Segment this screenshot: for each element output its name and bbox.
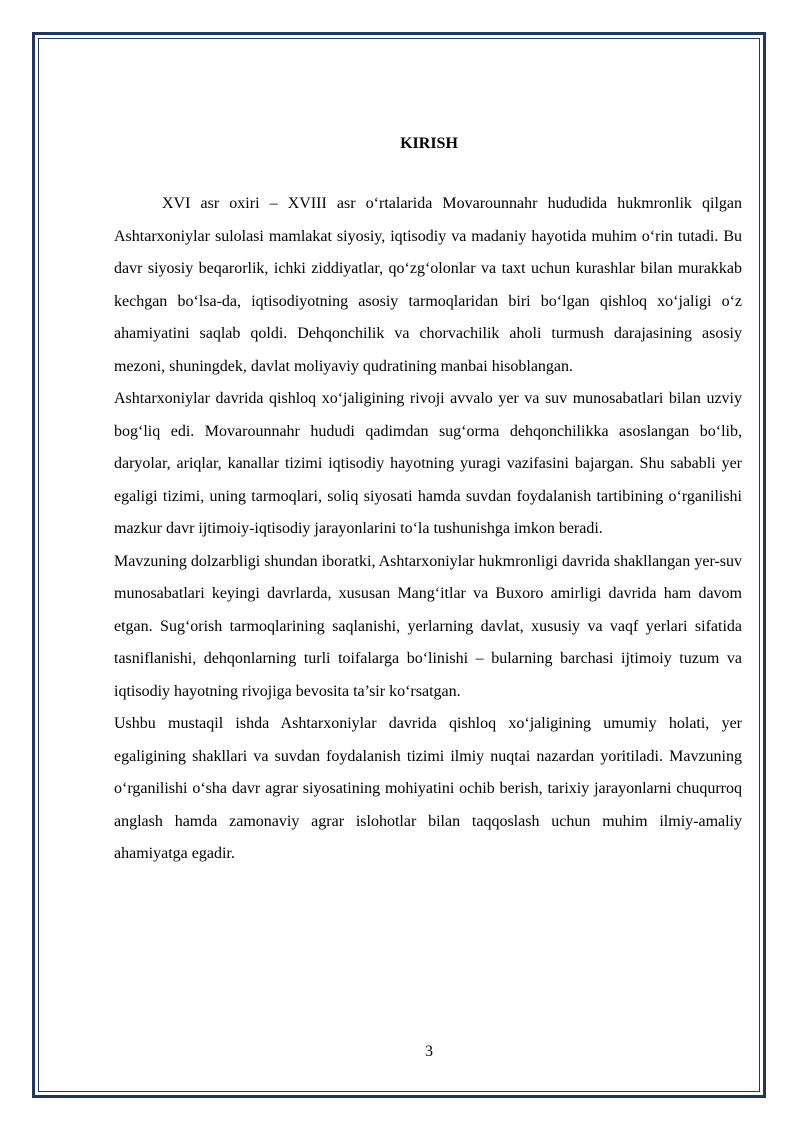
paragraph-intro: XVI asr oxiri – XVIII asr o‘rtalarida Movarounnahr hududida hukmronlik qilgan Ashtarxoniylar sulolasi mamlakat siyosiy, iqtisodiy va madaniy hayotida muhim o‘rin tutadi. Bu davr siyosiy beqarorlik, ichki ziddiyatlar, qo‘zg‘olonlar va taxt uchun kurashlar bilan murakkab kechgan bo‘lsa-da, iqtisodiyotning asosiy tarmoqlaridan biri bo‘lgan qishloq xo‘jaligi o‘z ahamiyatini saqlab qoldi. Dehqonchilik va chorvachilik aholi turmush darajasining asosiy mezoni, shuningdek, davlat moliyaviy qudratining manbai hisoblangan. xyxy=(114,195,742,375)
document-body xyxy=(114,188,742,871)
page-title: KIRISH xyxy=(400,135,458,152)
paragraph-relevance: Mavzuning dolzarbligi shundan iboratki, Ashtarxoniylar hukmronligi davrida shakllangan yer-suv munosabatlari keyingi davrlarda, xususan Mang‘itlar va Buxoro amirligi davrida ham davom etgan. Sug‘orish tarmoqlarining saqlanishi, yerlarning davlat, xususiy va vaqf yerlari sifatida tasniflanishi, dehqonlarning turli toifalarga bo‘linishi – bularning barchasi ijtimoiy tuzum va iqtisodiy hayotning rivojiga bevosita ta’sir ko‘rsatgan. xyxy=(114,552,742,700)
paragraph-aims: Ushbu mustaqil ishda Ashtarxoniylar davrida qishloq xo‘jaligining umumiy holati, yer egaligining shakllari va suvdan foydalanish tizimi ilmiy nuqtai nazardan yoritiladi. Mavzuning o‘rganilishi o‘sha davr agrar siyosatining mohiyatini ochib berish, tarixiy jarayonlarni chuqurroq anglash hamda zamonaviy agrar islohotlar bilan taqqoslash uchun muhim ilmiy-amaliy ahamiyatga egadir. xyxy=(114,715,742,862)
paragraph-land-water: Ashtarxoniylar davrida qishloq xo‘jaligining rivoji avvalo yer va suv munosabatlari bilan uzviy bog‘liq edi. Movarounnahr hududi qadimdan sug‘orma dehqonchilikka asoslangan bo‘lib, daryolar, ariqlar, kanallar tizimi iqtisodiy hayotning yuragi vazifasini bajargan. Shu sababli yer egaligi tizimi, uning tarmoqlari, soliq siyosati hamda suvdan foydalanish tartibining o‘rganilishi mazkur davr ijtimoiy-iqtisodiy jarayonlarini to‘la tushunishga imkon beradi. xyxy=(114,390,742,537)
page-number: 3 xyxy=(425,1043,433,1060)
